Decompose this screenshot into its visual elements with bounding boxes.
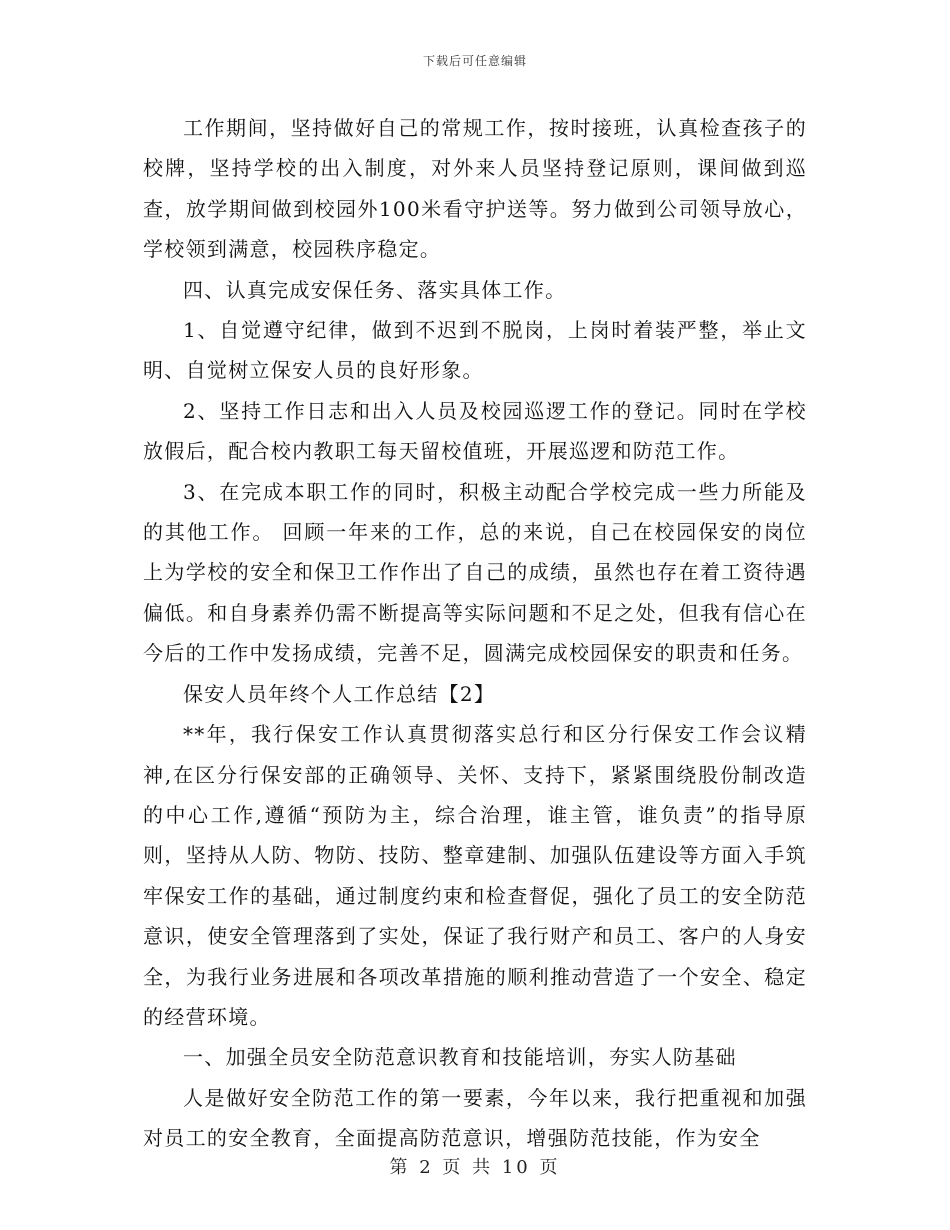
header-note: 下载后可任意编辑 [422, 54, 527, 68]
document-body [143, 108, 807, 1159]
paragraph: 人是做好安全防范工作的第一要素，今年以来，我行把重视和加强对员工的安全教育，全面提高防范意识，增强防范技能，作为安全 [143, 1085, 807, 1151]
paragraph: 2、坚持工作日志和出入人员及校园巡逻工作的登记。同时在学校放假后，配合校内教职工每天留校值班，开展巡逻和防范工作。 [143, 398, 807, 464]
paragraph: 1、自觉遵守纪律，做到不迟到不脱岗，上岗时着装严整，举止文明、自觉树立保安人员的良好形象。 [143, 318, 807, 383]
paragraph: **年，我行保安工作认真贯彻落实总行和区分行保安工作会议精神,在区分行保安部的正确领导、关怀、支持下，紧紧围绕股份制改造的中心工作,遵循“预防为主，综合治理，谁主管，谁负责”的指导原则，坚持从人防、物防、技防、整章建制、加强队伍建设等方面入手筑牢保安工作的基础，通过制度约束和检查督促，强化了员工的安全防范意识，使安全管理落到了实处，保证了我行财产和员工、客户的人身安全，为我行业务进展和各项改革措施的顺利推动营造了一个安全、稳定的经营环境。 [143, 722, 807, 1029]
page-number-footer: 第 2 页 共 10 页 [389, 1157, 561, 1178]
paragraph: 工作期间，坚持做好自己的常规工作，按时接班，认真检查孩子的校牌，坚持学校的出入制度，对外来人员坚持登记原则，课间做到巡查，放学期间做到校园外100米看守护送等。努力做到公司领导放心，学校领到满意，校园秩序稳定。 [143, 116, 807, 262]
section-heading: 四、认真完成安保任务、落实具体工作。 [183, 277, 567, 302]
article-title: 保安人员年终个人工作总结【2】 [183, 681, 496, 706]
section-heading: 一、加强全员安全防范意识教育和技能培训，夯实人防基础 [183, 1045, 737, 1070]
paragraph: 3、在完成本职工作的同时，积极主动配合学校完成一些力所能及的其他工作。 回顾一年来的工作，总的来说，自己在校园保安的岗位上为学校的安全和保卫工作作出了自己的成绩，虽然也存在着工资待遇偏低。和自身素养仍需不断提高等实际问题和不足之处，但我有信心在今后的工作中发扬成绩，完善不足，圆满完成校园保安的职责和任务。 [143, 479, 807, 666]
